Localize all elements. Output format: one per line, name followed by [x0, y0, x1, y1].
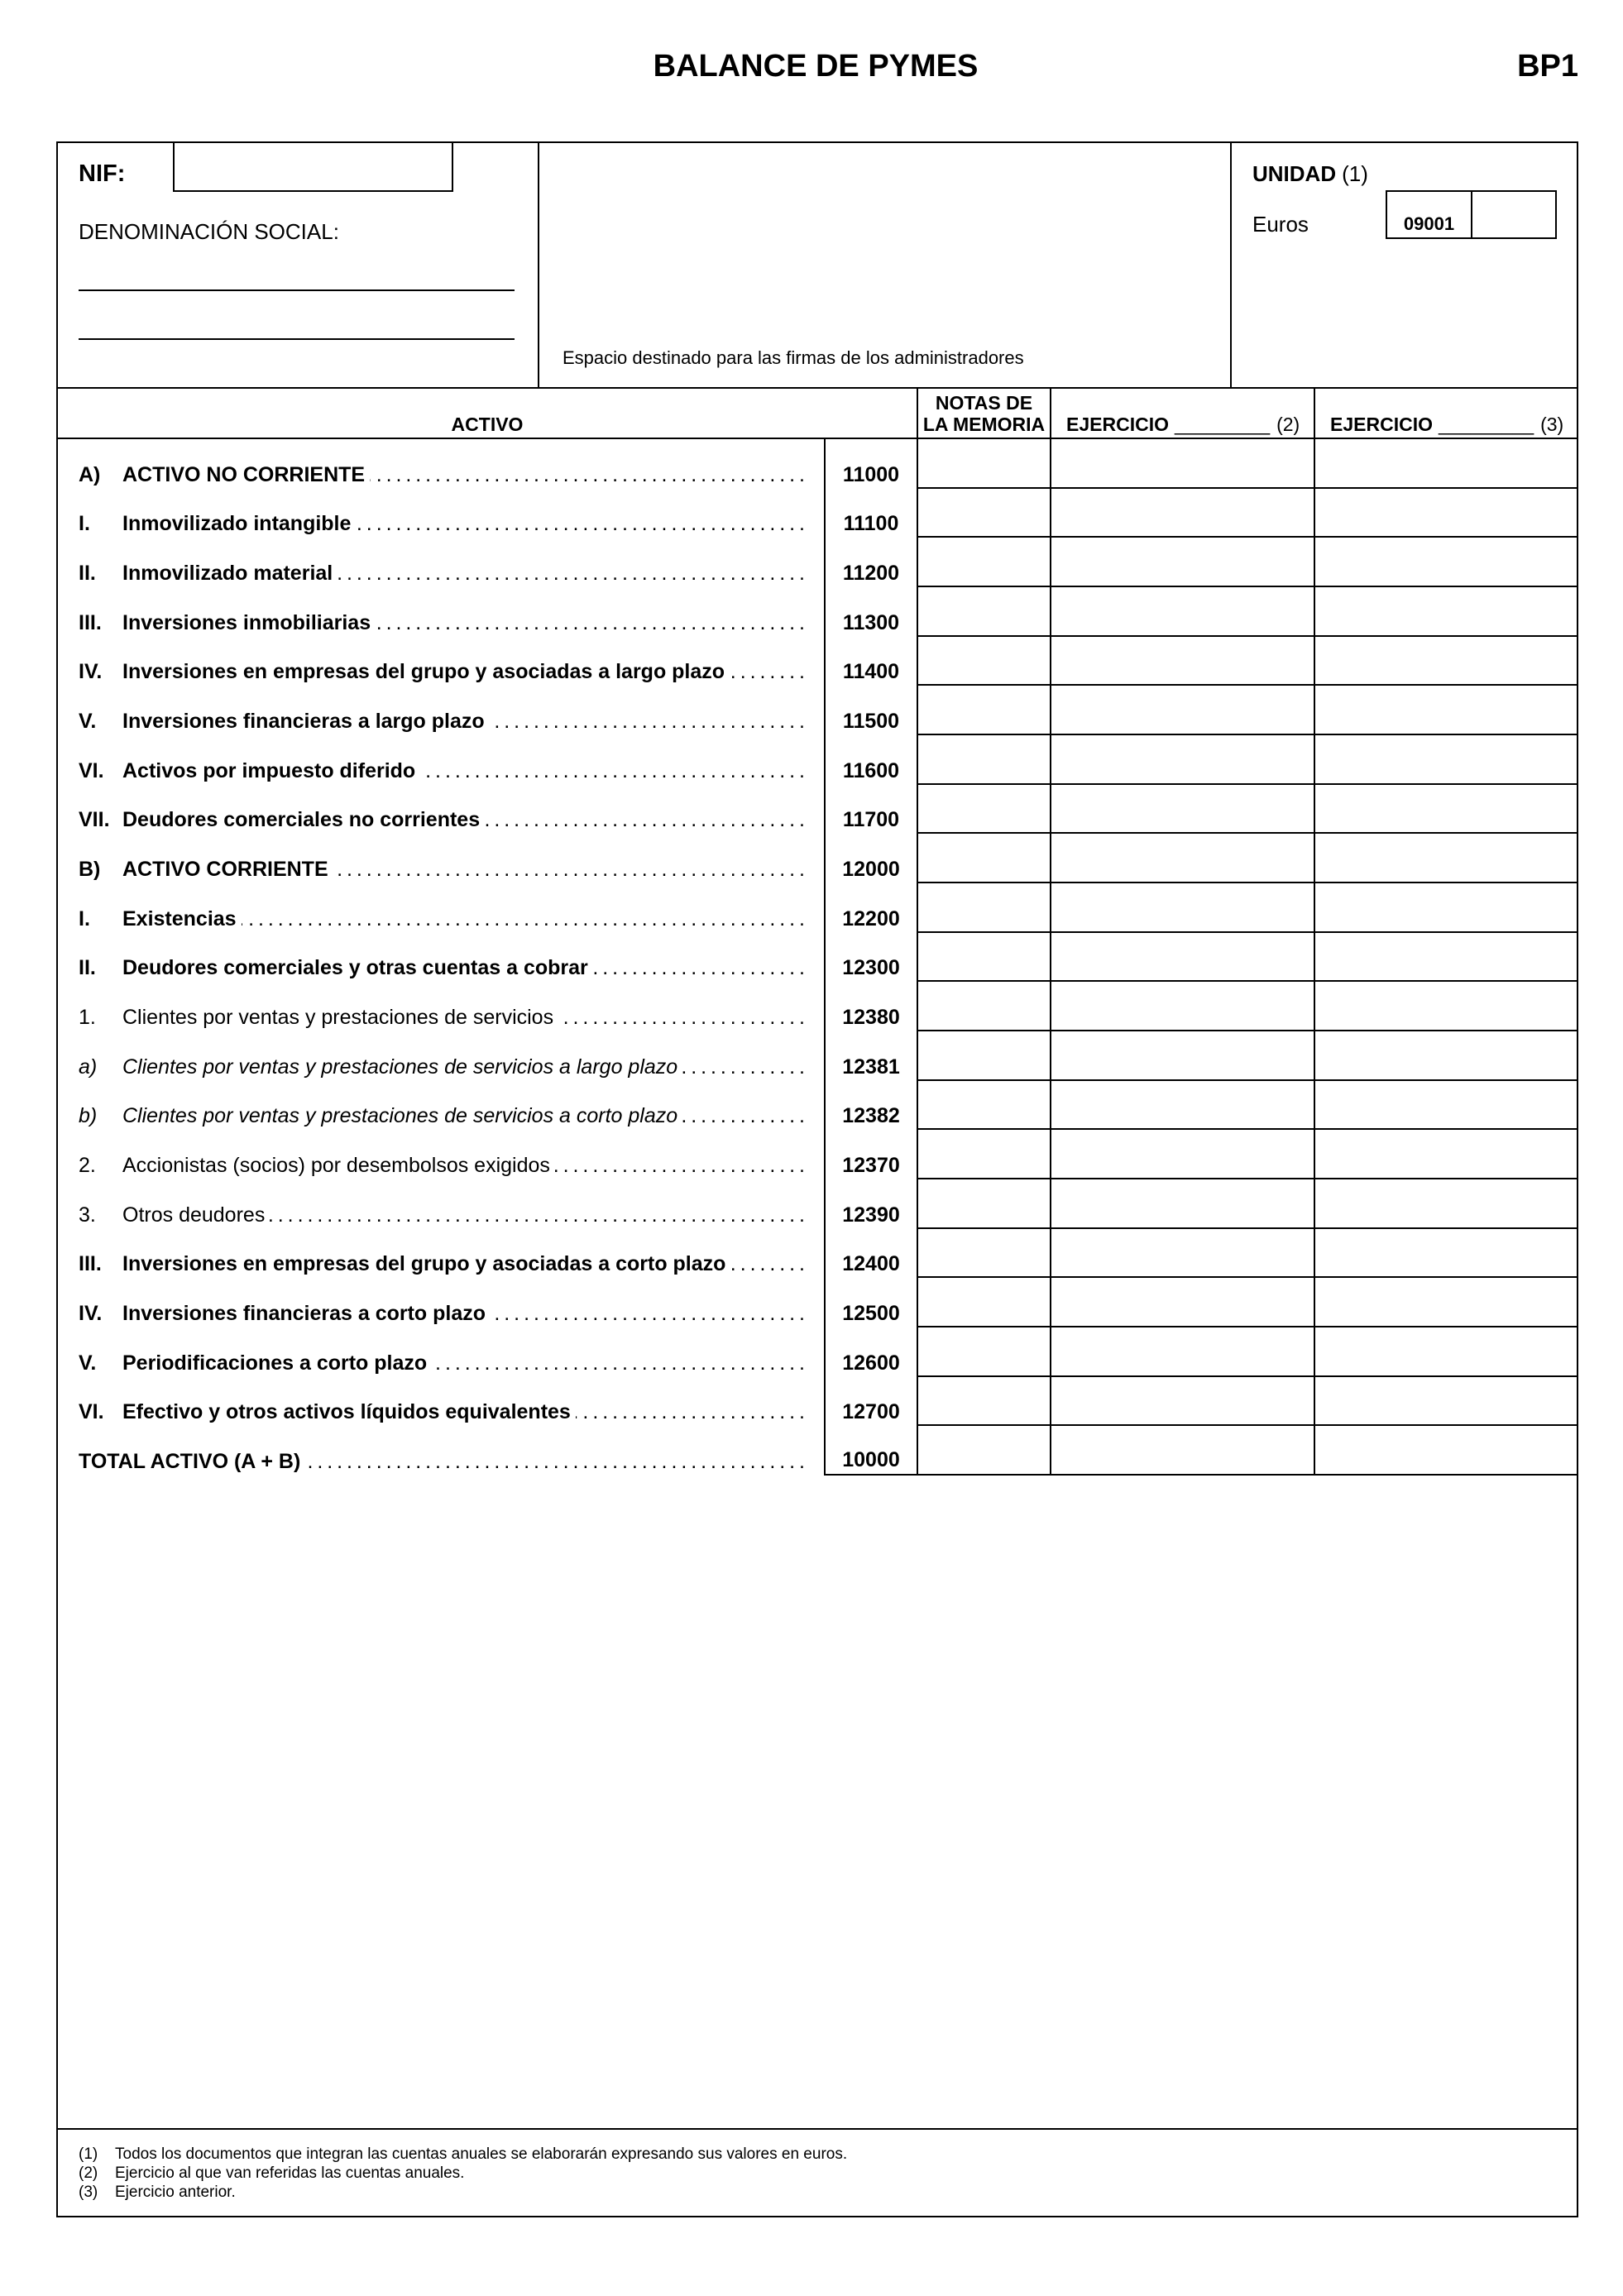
ejercicio-year-blank[interactable]: _________: [1174, 414, 1271, 435]
row-label: [79, 1377, 804, 1427]
row-text: Activos por impuesto diferido: [122, 758, 416, 782]
row-prefix: V.: [79, 710, 97, 733]
row-prefix: III.: [79, 1252, 102, 1276]
ejercicio-anterior-cell[interactable]: [1314, 883, 1577, 933]
column-header-activo: ACTIVO: [451, 414, 524, 435]
row-label: [79, 933, 804, 983]
balance-row: [58, 637, 1577, 686]
column-header-notas-memoria: [917, 389, 1050, 438]
row-prefix: III.: [79, 610, 102, 634]
ejercicio-label: EJERCICIO: [1066, 414, 1169, 435]
denominacion-line-2[interactable]: [79, 338, 515, 340]
row-prefix: IV.: [79, 660, 103, 684]
row-code: 11700: [824, 785, 917, 835]
ejercicio-actual-cell[interactable]: [1050, 933, 1314, 983]
ejercicio-anterior-cell[interactable]: [1314, 1081, 1577, 1131]
row-code: 11200: [824, 538, 917, 587]
footnote-ref: (1): [79, 2145, 98, 2163]
ejercicio-actual-cell[interactable]: [1050, 686, 1314, 735]
row-prefix: IV.: [79, 1302, 103, 1326]
dot-leader: [333, 857, 804, 882]
nif-input[interactable]: [173, 141, 453, 192]
euros-checkbox[interactable]: [1472, 192, 1555, 237]
row-code: 12700: [824, 1377, 917, 1427]
row-label: [79, 1031, 804, 1081]
ejercicio-actual-cell[interactable]: [1050, 735, 1314, 785]
notas-memoria-cell[interactable]: [917, 489, 1050, 538]
ejercicio-anterior-cell[interactable]: [1314, 538, 1577, 587]
dot-leader: [558, 1005, 804, 1030]
row-prefix: a): [79, 1055, 98, 1079]
row-label: [79, 1278, 804, 1327]
unidad-text: UNIDAD: [1252, 161, 1337, 186]
denominacion-social-label: DENOMINACIÓN SOCIAL:: [79, 219, 339, 244]
row-prefix: II.: [79, 956, 96, 980]
ejercicio-anterior-cell[interactable]: [1314, 1031, 1577, 1081]
euros-code: 09001: [1387, 192, 1472, 237]
row-label: [79, 439, 804, 489]
ejercicio-actual-cell[interactable]: [1050, 439, 1314, 489]
balance-row: [58, 735, 1577, 785]
row-text: Efectivo y otros activos líquidos equivalentes: [122, 1400, 571, 1424]
dot-leader: [593, 955, 804, 980]
form-code: BP1: [1517, 49, 1578, 84]
row-text: Deudores comerciales y otras cuentas a cobrar: [122, 956, 588, 980]
row-label: [79, 1179, 804, 1229]
notas-memoria-cell[interactable]: [917, 785, 1050, 835]
row-code: 12370: [824, 1130, 917, 1179]
balance-row: [58, 1229, 1577, 1279]
ejercicio-actual-cell[interactable]: [1050, 1130, 1314, 1179]
footnote-text: Ejercicio al que van referidas las cuentas anuales.: [115, 2164, 465, 2182]
footnote-ref: (3): [79, 2184, 98, 2201]
footnote: [79, 2145, 847, 2164]
dot-leader: [270, 1203, 804, 1227]
row-code: 11600: [824, 735, 917, 785]
row-text: ACTIVO NO CORRIENTE: [122, 462, 366, 486]
balance-row: [58, 1377, 1577, 1427]
ejercicio-anterior-cell[interactable]: [1314, 982, 1577, 1031]
row-text: Deudores comerciales no corrientes: [122, 808, 481, 832]
row-code: 11100: [824, 489, 917, 538]
dot-leader: [730, 1251, 804, 1276]
notas-memoria-cell[interactable]: [917, 1377, 1050, 1427]
ejercicio-anterior-cell[interactable]: [1314, 1179, 1577, 1229]
row-label: [79, 735, 804, 785]
notas-memoria-cell[interactable]: [917, 1229, 1050, 1279]
ejercicio-actual-cell[interactable]: [1050, 489, 1314, 538]
row-label: [79, 637, 804, 686]
dot-leader: [370, 462, 804, 487]
row-text: Clientes por ventas y prestaciones de servicios: [122, 1006, 554, 1030]
row-text: TOTAL ACTIVO (A + B): [79, 1450, 301, 1474]
dot-leader: [485, 807, 804, 832]
ejercicio-actual-cell[interactable]: [1050, 1278, 1314, 1327]
row-prefix: I.: [79, 512, 90, 536]
firmas-administradores-label: Espacio destinado para las firmas de los administradores: [563, 347, 1024, 368]
notas-memoria-cell[interactable]: [917, 538, 1050, 587]
notas-header-line-2: LA MEMORIA: [922, 414, 1046, 435]
row-text: Existencias: [122, 906, 237, 930]
ejercicio-actual-cell[interactable]: [1050, 834, 1314, 883]
balance-form: [56, 141, 1578, 2217]
dot-leader: [491, 1301, 804, 1326]
dot-leader: [420, 758, 804, 783]
notas-memoria-cell[interactable]: [917, 1031, 1050, 1081]
balance-row: [58, 439, 1577, 489]
dot-leader: [338, 561, 804, 586]
row-code: 11000: [824, 439, 917, 489]
notas-memoria-cell[interactable]: [917, 1179, 1050, 1229]
row-code: 12000: [824, 834, 917, 883]
ejercicio-note: (3): [1540, 414, 1564, 435]
dot-leader: [305, 1449, 804, 1474]
footnote-text: Ejercicio anterior.: [115, 2184, 236, 2201]
ejercicio-anterior-cell[interactable]: [1314, 439, 1577, 489]
row-prefix: A): [79, 462, 101, 486]
row-label: [79, 1426, 804, 1476]
balance-row: [58, 982, 1577, 1031]
ejercicio-actual-cell[interactable]: [1050, 1229, 1314, 1279]
balance-row: [58, 1327, 1577, 1377]
unit-box: [1386, 190, 1557, 239]
row-label: [79, 587, 804, 637]
row-code: 12300: [824, 933, 917, 983]
row-code: 12400: [824, 1229, 917, 1279]
dot-leader: [682, 1055, 804, 1079]
ejercicio-anterior-cell[interactable]: [1314, 1229, 1577, 1279]
euros-label: Euros: [1252, 212, 1309, 237]
row-code: 12500: [824, 1278, 917, 1327]
row-text: Inmovilizado intangible: [122, 512, 352, 536]
column-header-ejercicio-actual: [1050, 389, 1314, 438]
notas-memoria-cell[interactable]: [917, 735, 1050, 785]
ejercicio-anterior-cell[interactable]: [1314, 1278, 1577, 1327]
row-label: [79, 489, 804, 538]
balance-row: [58, 686, 1577, 735]
ejercicio-actual-cell[interactable]: [1050, 883, 1314, 933]
dot-leader: [576, 1399, 804, 1424]
notas-memoria-cell[interactable]: [917, 982, 1050, 1031]
balance-row: [58, 587, 1577, 637]
ejercicio-anterior-cell[interactable]: [1314, 834, 1577, 883]
ejercicio-actual-cell[interactable]: [1050, 1327, 1314, 1377]
dot-leader: [682, 1103, 804, 1128]
row-code: 11500: [824, 686, 917, 735]
ejercicio-actual-cell[interactable]: [1050, 1426, 1314, 1476]
ejercicio-anterior-cell[interactable]: [1314, 1327, 1577, 1377]
balance-row: [58, 933, 1577, 983]
notas-memoria-cell[interactable]: [917, 1278, 1050, 1327]
ejercicio-actual-cell[interactable]: [1050, 785, 1314, 835]
dot-leader: [242, 906, 804, 931]
ejercicio-anterior-cell[interactable]: [1314, 686, 1577, 735]
header-divider: [538, 143, 539, 388]
balance-row: [58, 489, 1577, 538]
column-header-ejercicio-anterior: [1314, 389, 1577, 438]
balance-row: [58, 834, 1577, 883]
row-prefix: V.: [79, 1351, 97, 1375]
row-prefix: VI.: [79, 758, 104, 782]
footnotes: [79, 2145, 847, 2202]
row-prefix: 3.: [79, 1203, 96, 1227]
balance-row: [58, 1179, 1577, 1229]
row-code: 12382: [824, 1081, 917, 1131]
footnote-text: Todos los documentos que integran las cuentas anuales se elaborarán expresando sus valores en euros.: [115, 2145, 848, 2163]
row-prefix: 2.: [79, 1154, 96, 1178]
ejercicio-anterior-cell[interactable]: [1314, 587, 1577, 637]
ejercicio-year-blank[interactable]: _________: [1438, 414, 1534, 435]
row-label: [79, 1081, 804, 1131]
ejercicio-actual-cell[interactable]: [1050, 982, 1314, 1031]
row-text: Clientes por ventas y prestaciones de servicios a corto plazo: [122, 1104, 678, 1128]
ejercicio-actual-cell[interactable]: [1050, 538, 1314, 587]
footnotes-divider: [58, 2128, 1577, 2130]
row-code: 11300: [824, 587, 917, 637]
row-text: Clientes por ventas y prestaciones de servicios a largo plazo: [122, 1055, 678, 1079]
notas-memoria-cell[interactable]: [917, 439, 1050, 489]
row-prefix: b): [79, 1104, 98, 1128]
footnote: [79, 2183, 847, 2202]
unidad-note: (1): [1342, 161, 1368, 186]
ejercicio-actual-cell[interactable]: [1050, 637, 1314, 686]
ejercicio-anterior-cell[interactable]: [1314, 489, 1577, 538]
dot-leader: [432, 1351, 804, 1375]
dot-leader: [555, 1153, 804, 1178]
nif-label: NIF:: [79, 160, 126, 187]
notas-memoria-cell[interactable]: [917, 587, 1050, 637]
row-code: 12381: [824, 1031, 917, 1081]
row-label: [79, 686, 804, 735]
balance-row: [58, 785, 1577, 835]
row-text: Otros deudores: [122, 1203, 266, 1227]
footnote-ref: (2): [79, 2164, 98, 2182]
row-label: [79, 1327, 804, 1377]
unidad-label: [1252, 161, 1368, 186]
balance-row: [58, 1031, 1577, 1081]
notas-memoria-cell[interactable]: [917, 686, 1050, 735]
row-text: Inversiones en empresas del grupo y asociadas a largo plazo: [122, 660, 725, 684]
balance-row: [58, 1130, 1577, 1179]
row-prefix: II.: [79, 561, 96, 585]
row-label: [79, 1130, 804, 1179]
row-code: 12380: [824, 982, 917, 1031]
ejercicio-anterior-cell[interactable]: [1314, 1130, 1577, 1179]
ejercicio-actual-cell[interactable]: [1050, 1031, 1314, 1081]
balance-row: [58, 1426, 1577, 1476]
dot-leader: [730, 659, 804, 684]
ejercicio-label: EJERCICIO: [1330, 414, 1433, 435]
row-code: 12390: [824, 1179, 917, 1229]
row-code: 11400: [824, 637, 917, 686]
notas-memoria-cell[interactable]: [917, 1327, 1050, 1377]
ejercicio-anterior-cell[interactable]: [1314, 785, 1577, 835]
row-prefix: VII.: [79, 808, 110, 832]
header-divider: [1230, 143, 1232, 388]
ejercicio-actual-cell[interactable]: [1050, 1081, 1314, 1131]
notas-memoria-cell[interactable]: [917, 834, 1050, 883]
row-prefix: 1.: [79, 1006, 96, 1030]
balance-row: [58, 1081, 1577, 1131]
ejercicio-anterior-cell[interactable]: [1314, 637, 1577, 686]
row-text: Inversiones inmobiliarias: [122, 610, 371, 634]
balance-row: [58, 1278, 1577, 1327]
row-label: [79, 834, 804, 883]
row-text: Inversiones en empresas del grupo y asociadas a corto plazo: [122, 1252, 726, 1276]
ejercicio-anterior-cell[interactable]: [1314, 1426, 1577, 1476]
row-label: [79, 883, 804, 933]
notas-memoria-cell[interactable]: [917, 883, 1050, 933]
row-code: 10000: [824, 1426, 917, 1476]
row-label: [79, 1229, 804, 1279]
row-text: Accionistas (socios) por desembolsos exigidos: [122, 1154, 550, 1178]
row-prefix: I.: [79, 906, 90, 930]
ejercicio-actual-cell[interactable]: [1050, 587, 1314, 637]
row-label: [79, 538, 804, 587]
row-prefix: VI.: [79, 1400, 104, 1424]
row-text: Inmovilizado material: [122, 561, 333, 585]
ejercicio-anterior-cell[interactable]: [1314, 1377, 1577, 1427]
row-code: 12200: [824, 883, 917, 933]
row-text: Inversiones financieras a corto plazo: [122, 1302, 486, 1326]
denominacion-line-1[interactable]: [79, 289, 515, 291]
notas-memoria-cell[interactable]: [917, 1426, 1050, 1476]
row-text: ACTIVO CORRIENTE: [122, 858, 328, 882]
notas-header-line-1: NOTAS DE: [935, 392, 1033, 414]
row-label: [79, 982, 804, 1031]
ejercicio-actual-cell[interactable]: [1050, 1377, 1314, 1427]
ejercicio-anterior-cell[interactable]: [1314, 735, 1577, 785]
row-code: 12600: [824, 1327, 917, 1377]
row-text: Periodificaciones a corto plazo: [122, 1351, 428, 1375]
page-title: BALANCE DE PYMES: [653, 49, 979, 84]
dot-leader: [376, 610, 804, 635]
row-text: Inversiones financieras a largo plazo: [122, 710, 485, 733]
notas-memoria-cell[interactable]: [917, 933, 1050, 983]
row-label: [79, 785, 804, 835]
notas-memoria-cell[interactable]: [917, 1081, 1050, 1131]
balance-row: [58, 883, 1577, 933]
footnote: [79, 2164, 847, 2183]
dot-leader: [490, 709, 804, 734]
ejercicio-note: (2): [1276, 414, 1300, 435]
notas-memoria-cell[interactable]: [917, 1130, 1050, 1179]
row-prefix: B): [79, 858, 101, 882]
dot-leader: [356, 511, 804, 536]
notas-memoria-cell[interactable]: [917, 637, 1050, 686]
ejercicio-actual-cell[interactable]: [1050, 1179, 1314, 1229]
ejercicio-anterior-cell[interactable]: [1314, 933, 1577, 983]
balance-row: [58, 538, 1577, 587]
